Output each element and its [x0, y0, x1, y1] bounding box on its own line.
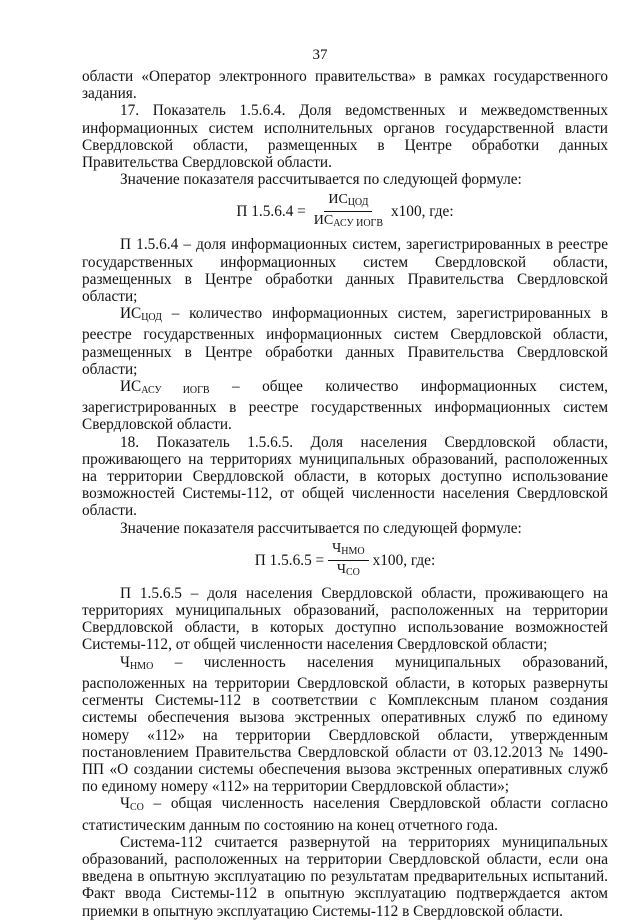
formula-intro: Значение показателя рассчитывается по следующей формуле:: [120, 519, 522, 537]
paragraph-indicator-17: 17. Показатель 1.5.6.4. Доля ведомственных и межведомственных информационных систем исполнительных органов государственной власти Свердловской области, размещенных в Центре обработки данных Правительства Свердловской области.: [82, 102, 608, 172]
page-number: 37: [312, 47, 328, 63]
formula-denominator: $Ч_{СО}$: [336, 561, 360, 578]
definition-is-asu: $ИС_{АСУ ИОГВ}$ – общее количество информационных систем, зарегистрированных в реестре государственных информационных систем Свердловской области.: [82, 378, 608, 434]
formula-numerator: $Ч_{НМО}$: [328, 541, 368, 561]
formula-fraction: [310, 192, 387, 231]
definition-p1565: П 1.5.6.5 – доля населения Свердловской области, проживающего на территориях муниципальных образований, расположенных на территории Свердловской области, в которых доступно использование возможностей Системы-112, от общей численности населения Свердловской области;: [82, 584, 608, 654]
definition-ch-nmo: $Ч_{НМО}$ – численность населения муниципальных образований, расположенных на территории Свердловской области, в которых развернуты сегменты Системы-112 в соответствии с Комплексным планом создания системы обеспечения вызова экстренных оперативных служб по единому номеру «112» на территории Свердловской области, утвержденным постановлением Правительства Свердловской области от 03.12.2013 № 1490-ПП «О создании системы обеспечения вызова экстренных оперативных служб по единому номеру «112» на территории Свердловской области»;: [82, 653, 608, 796]
definition-ch-so: $Ч_{СО}$ – общая численность населения Свердловской области согласно статистическим данным по состоянию на конец отчетного года.: [82, 795, 609, 834]
paragraph-indicator-18: 18. Показатель 1.5.6.5. Доля населения Свердловской области, проживающего на территориях муниципальных образований, расположенных на территории Свердловской области, в которых доступно использование возможностей Системы-112, от общей численности населения Свердловской области.: [82, 433, 608, 520]
formula-intro: Значение показателя рассчитывается по следующей формуле:: [120, 171, 522, 189]
formula-numerator: $ИС_{ЦОД}$: [324, 192, 372, 212]
formula-1-5-6-5: [82, 541, 608, 580]
formula-rhs: х100, где:: [372, 551, 436, 569]
formula-denominator: $ИС_{АСУ ИОГВ}$: [313, 213, 383, 230]
formula-fraction: [328, 541, 368, 580]
paragraph-system-112: Система-112 считается развернутой на территориях муниципальных образований, расположенных на территории Свердловской области, если она введена в опытную эксплуатацию по результатам предварительных испытаний. Факт ввода Системы-112 в опытную эксплуатацию подтверждается актом приемки в опытную эксплуатацию Системы-112 в Свердловской области.: [82, 833, 608, 920]
paragraph: области «Оператор электронного правительства» в рамках государственного задания.: [82, 68, 608, 103]
formula-lhs: П 1.5.6.4 =: [236, 203, 306, 221]
definition-is-cod: $ИС_{ЦОД}$ – количество информационных систем, зарегистрированных в реестре государственных информационных систем Свердловской области, размещенных в Центре обработки данных Правительства Свердловской области;: [82, 305, 608, 378]
formula-lhs: П 1.5.6.5 =: [254, 551, 325, 569]
formula-1-5-6-4: [82, 192, 608, 231]
document-body: [82, 68, 608, 920]
definition-p1564: П 1.5.6.4 – доля информационных систем, зарегистрированных в реестре государственных информационных систем Свердловской области, размещенных в Центре обработки данных Правительства Свердловской области;: [82, 236, 608, 306]
formula-rhs: х100, где:: [391, 203, 454, 221]
